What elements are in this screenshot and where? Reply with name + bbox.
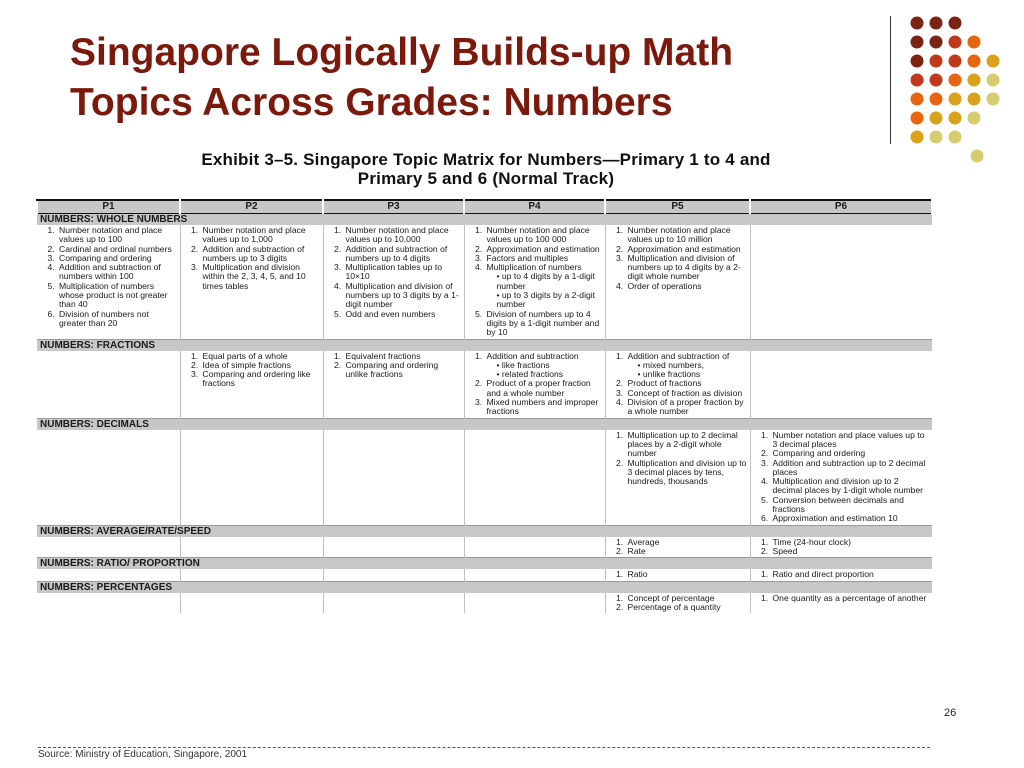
decorative-dot [968,55,981,68]
list-item: 4. Division of a proper fraction by a whole number [626,398,748,417]
list-item: 5. Multiplication of numbers whose product is not greater than 40 [57,282,178,310]
list-item: 1. Number notation and place values up to 3 decimal places [771,431,931,450]
section-title: NUMBERS: AVERAGE/RATE/SPEED [37,525,932,537]
cell-p1 [37,430,180,525]
cell-p5 [605,430,750,525]
section-row-average-rate-speed [37,525,932,537]
section-title: NUMBERS: DECIMALS [37,418,932,430]
list-item: 1. Number notation and place values up to 100 [57,226,178,245]
title-divider [890,16,891,144]
list-item: 5. Division of numbers up to 4 digits by a 1-digit number and by 10 [485,310,603,338]
cell-p4 [464,569,605,581]
cell-p5 [605,351,750,419]
decorative-dot [930,17,943,30]
sub-list-item: • unlike fractions [638,370,748,379]
list-item: 1. Equivalent fractions [344,352,462,361]
cell-p6 [750,225,932,339]
list-item: 2. Comparing and ordering [771,449,931,458]
list-item: 5. Conversion between decimals and fractions [771,496,931,515]
cell-p5 [605,569,750,581]
decorative-dot [949,131,962,144]
cell-p3 [323,537,464,558]
content-row-percentages [37,593,932,614]
grade-header-row [37,200,932,214]
list-item: 1. Equal parts of a whole [201,352,321,361]
list-item: 5. Odd and even numbers [344,310,462,319]
decorative-dot [949,36,962,49]
cell-p5 [605,593,750,614]
title-line-1: Singapore Logically Builds-up Math [70,31,734,74]
list-item: 1. Time (24-hour clock) [771,538,931,547]
header-p1: P1 [37,200,180,214]
list-item: 3. Comparing and ordering [57,254,178,263]
decorative-dot [911,131,924,144]
list-item: 1. Ratio and direct proportion [771,570,931,579]
list-item: 6. Division of numbers not greater than 20 [57,310,178,329]
decorative-dot [930,74,943,87]
list-item: 2. Approximation and estimation [485,245,603,254]
list-item: 1. Multiplication up to 2 decimal places by a 2-digit whole number [626,431,748,459]
decorative-dot [949,17,962,30]
section-row-whole-numbers [37,214,932,226]
decorative-dot [949,112,962,125]
cell-p3 [323,430,464,525]
slide-title [70,28,870,128]
cell-p4 [464,351,605,419]
list-item: 2. Percentage of a quantity [626,603,748,612]
cell-p2 [180,430,323,525]
list-item: 3. Factors and multiples [485,254,603,263]
decorative-dot [949,55,962,68]
list-item: 1. Ratio [626,570,748,579]
list-item: 2. Cardinal and ordinal numbers [57,245,178,254]
list-item: 6. Approximation and estimation 10 [771,514,931,523]
decorative-dot [968,36,981,49]
list-item [485,263,603,309]
decorative-dot [987,74,1000,87]
exhibit-caption [40,150,932,188]
decorative-dot [911,93,924,106]
list-item: 3. Multiplication tables up to 10×10 [344,263,462,282]
list-item: 2. Approximation and estimation [626,245,748,254]
list-item: 1. Number notation and place values up to 10,000 [344,226,462,245]
exhibit-line-1: Exhibit 3–5. Singapore Topic Matrix for Numbers—Primary 1 to 4 and [201,150,771,169]
decorative-dot [911,74,924,87]
header-p5: P5 [605,200,750,214]
decorative-dot [930,93,943,106]
decorative-dot [930,131,943,144]
cell-p4 [464,225,605,339]
cell-p2 [180,569,323,581]
section-title: NUMBERS: PERCENTAGES [37,581,932,593]
decorative-dot [911,36,924,49]
content-row-ratio-proportion [37,569,932,581]
cell-p3 [323,593,464,614]
decorative-dot [987,93,1000,106]
list-item: 2. Idea of simple fractions [201,361,321,370]
header-p2: P2 [180,200,323,214]
list-item: 1. Number notation and place values up to 1,000 [201,226,321,245]
list-item: 3. Mixed numbers and improper fractions [485,398,603,417]
cell-p6 [750,537,932,558]
content-row-whole-numbers [37,225,932,339]
cell-p6 [750,430,932,525]
list-item: 1. Number notation and place values up to 100 000 [485,226,603,245]
list-item: 1. Concept of percentage [626,594,748,603]
list-item: 2. Multiplication and division up to 3 decimal places by tens, hundreds, thousands [626,459,748,487]
list-item-text: Addition and subtraction [486,350,579,361]
cell-p1 [37,569,180,581]
list-item: 3. Addition and subtraction up to 2 decimal places [771,459,931,478]
list-item: 2. Addition and subtraction of numbers up to 3 digits [201,245,321,264]
cell-p5 [605,537,750,558]
cell-p4 [464,593,605,614]
list-item: 2. Rate [626,547,748,556]
content-row-average-rate-speed [37,537,932,558]
decorative-dot [968,93,981,106]
cell-p4 [464,537,605,558]
cell-p5 [605,225,750,339]
sub-list-item: • mixed numbers, [638,361,748,370]
sub-list-item: • up to 3 digits by a 2-digit number [497,291,603,310]
section-row-fractions [37,339,932,351]
section-title: NUMBERS: FRACTIONS [37,339,932,351]
list-item: 3. Concept of fraction as division [626,389,748,398]
decorative-dot [911,112,924,125]
section-title: NUMBERS: WHOLE NUMBERS [37,214,932,226]
cell-p1 [37,225,180,339]
list-item: 3. Comparing and ordering like fractions [201,370,321,389]
cell-p2 [180,537,323,558]
cell-p4 [464,430,605,525]
cell-p3 [323,225,464,339]
cell-p1 [37,351,180,419]
section-row-ratio-proportion [37,558,932,570]
cell-p1 [37,537,180,558]
section-row-percentages [37,581,932,593]
list-item: 3. Multiplication and division within the 2, 3, 4, 5, and 10 times tables [201,263,321,291]
decorative-dot [930,112,943,125]
decorative-dot [987,55,1000,68]
source-citation: Source: Ministry of Education, Singapore, 2001 [38,747,930,760]
decorative-dot [930,36,943,49]
list-item: 4. Order of operations [626,282,748,291]
list-item [626,352,748,380]
sub-list-item: • like fractions [497,361,603,370]
cell-p2 [180,593,323,614]
list-item: 1. Number notation and place values up to 10 million [626,226,748,245]
content-row-fractions [37,351,932,419]
section-title: NUMBERS: RATIO/ PROPORTION [37,558,932,570]
decorative-dot [930,55,943,68]
list-item [485,352,603,380]
list-item: 2. Addition and subtraction of numbers up to 4 digits [344,245,462,264]
list-item: 4. Addition and subtraction of numbers within 100 [57,263,178,282]
section-row-decimals [37,418,932,430]
list-item-text: Multiplication of numbers [486,262,582,273]
list-item: 1. Average [626,538,748,547]
decorative-dot [968,112,981,125]
sub-list-item: • related fractions [497,370,603,379]
decorative-dot [949,93,962,106]
list-item: 3. Multiplication and division of numbers up to 4 digits by a 2-digit whole number [626,254,748,282]
decorative-dot [911,55,924,68]
list-item: 4. Multiplication and division of numbers up to 3 digits by a 1-digit number [344,282,462,310]
list-item: 4. Multiplication and division up to 2 decimal places by 1-digit whole number [771,477,931,496]
list-item: 2. Speed [771,547,931,556]
list-item: 2. Product of fractions [626,379,748,388]
sub-list-item: • up to 4 digits by a 1-digit number [497,272,603,291]
header-p6: P6 [750,200,932,214]
cell-p6 [750,593,932,614]
page-number: 26 [944,707,957,719]
cell-p1 [37,593,180,614]
list-item: 1. One quantity as a percentage of another [771,594,931,603]
cell-p6 [750,351,932,419]
list-item: 2. Product of a proper fraction and a whole number [485,379,603,398]
decorative-dot [949,74,962,87]
cell-p2 [180,351,323,419]
list-item: 2. Comparing and ordering unlike fractions [344,361,462,380]
decorative-dot [971,150,984,163]
cell-p6 [750,569,932,581]
exhibit-line-2: Primary 5 and 6 (Normal Track) [357,169,615,188]
decorative-dot [911,17,924,30]
topic-matrix-table [36,199,933,613]
cell-p3 [323,569,464,581]
cell-p3 [323,351,464,419]
cell-p2 [180,225,323,339]
decorative-dot [968,74,981,87]
header-p3: P3 [323,200,464,214]
header-p4: P4 [464,200,605,214]
title-line-2: Topics Across Grades: Numbers [70,81,673,124]
content-row-decimals [37,430,932,525]
list-item-text: Addition and subtraction of [627,350,730,361]
